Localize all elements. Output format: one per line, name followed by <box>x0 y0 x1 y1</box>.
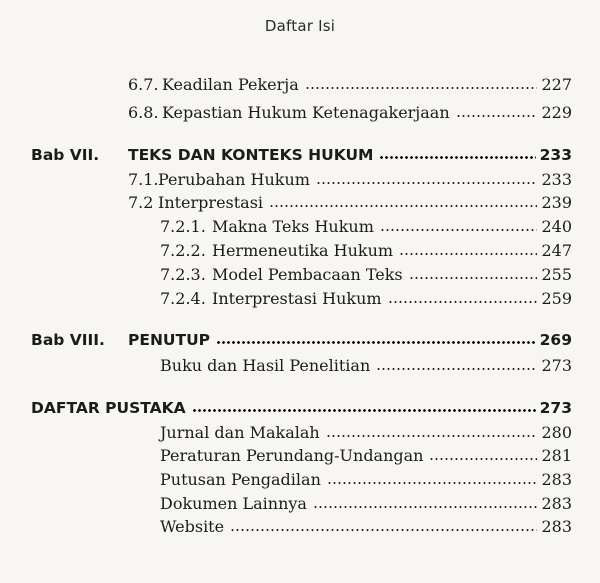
toc-entry-7-2[interactable] <box>128 193 572 212</box>
dot-leader <box>379 156 535 159</box>
dot-leader <box>230 529 537 531</box>
toc-entry-6-7[interactable] <box>128 75 572 94</box>
section-title: Keadilan Pekerja <box>162 75 299 94</box>
page-number: 269 <box>539 331 572 349</box>
toc-entry-7-2-2[interactable] <box>160 241 572 260</box>
page-number: 280 <box>541 423 572 442</box>
dot-leader <box>429 458 537 460</box>
page-number: 273 <box>541 356 572 375</box>
dot-leader <box>192 409 536 412</box>
page-number: 273 <box>539 399 572 417</box>
toc-entry-7-2-3[interactable] <box>160 265 572 284</box>
section-title: Putusan Pengadilan <box>160 470 321 489</box>
dot-leader <box>388 301 538 303</box>
dot-leader <box>327 482 538 484</box>
toc-entry-dokumen[interactable] <box>160 494 572 513</box>
toc-entry-peraturan[interactable] <box>160 446 572 465</box>
chapter-title: DAFTAR PUSTAKA <box>31 399 186 417</box>
toc-entry-7-1[interactable] <box>128 170 572 189</box>
page-number: 281 <box>541 446 572 465</box>
toc-entry-daftar-pustaka[interactable] <box>31 399 572 417</box>
page-number: 283 <box>541 494 572 513</box>
section-title: Kepastian Hukum Ketenagakerjaan <box>162 103 450 122</box>
dot-leader <box>316 182 538 184</box>
dot-leader <box>305 87 538 89</box>
chapter-label-bab-vii: Bab VII. <box>31 146 100 164</box>
toc-entry-website[interactable] <box>160 517 572 536</box>
toc-entry-bab-viii[interactable] <box>128 331 572 349</box>
page-number: 240 <box>541 217 572 236</box>
section-title: Interprestasi Hukum <box>212 289 382 308</box>
toc-entry-jurnal[interactable] <box>160 423 572 442</box>
dot-leader <box>216 341 536 344</box>
page-header-title: Daftar Isi <box>264 17 336 35</box>
page-number: 229 <box>541 103 572 122</box>
section-title: Perubahan Hukum <box>158 170 310 189</box>
page-number: 233 <box>539 146 572 164</box>
section-number: 7.2.4. <box>160 289 206 308</box>
page-number: 227 <box>541 75 572 94</box>
section-title: Dokumen Lainnya <box>160 494 307 513</box>
section-title: Makna Teks Hukum <box>212 217 374 236</box>
dot-leader <box>456 115 538 117</box>
chapter-title: PENUTUP <box>128 331 211 349</box>
section-number: 7.2.3. <box>160 265 206 284</box>
section-number: 7.2 <box>128 193 154 212</box>
section-title: Jurnal dan Makalah <box>160 423 320 442</box>
toc-entry-putusan[interactable] <box>160 470 572 489</box>
toc-entry-buku[interactable] <box>160 356 572 375</box>
section-number: 7.2.2. <box>160 241 206 260</box>
section-title: Model Pembacaan Teks <box>212 265 403 284</box>
chapter-label-bab-viii: Bab VIII. <box>31 331 105 349</box>
dot-leader <box>380 229 538 231</box>
page-number: 239 <box>541 193 572 212</box>
page-number: 255 <box>541 265 572 284</box>
toc-entry-bab-vii[interactable] <box>128 146 572 164</box>
section-title: Peraturan Perundang-Undangan <box>160 446 424 465</box>
section-number: 6.8. <box>128 103 159 122</box>
chapter-title: TEKS DAN KONTEKS HUKUM <box>128 146 374 164</box>
dot-leader <box>269 205 537 207</box>
section-number: 6.7. <box>128 75 159 94</box>
section-title: Website <box>160 517 225 536</box>
dot-leader <box>313 506 537 508</box>
dot-leader <box>326 435 538 437</box>
page-number: 247 <box>541 241 572 260</box>
section-title: Interprestasi <box>158 193 264 212</box>
dot-leader <box>376 368 537 370</box>
section-number: 7.2.1. <box>160 217 206 236</box>
section-title: Buku dan Hasil Penelitian <box>160 356 371 375</box>
page-number: 259 <box>541 289 572 308</box>
section-number: 7.1. <box>128 170 159 189</box>
page-number: 233 <box>541 170 572 189</box>
toc-entry-7-2-1[interactable] <box>160 217 572 236</box>
dot-leader <box>399 253 537 255</box>
section-title: Hermeneutika Hukum <box>212 241 394 260</box>
dot-leader <box>409 277 538 279</box>
toc-entry-6-8[interactable] <box>128 103 572 122</box>
page-number: 283 <box>541 470 572 489</box>
toc-entry-7-2-4[interactable] <box>160 289 572 308</box>
page-number: 283 <box>541 517 572 536</box>
